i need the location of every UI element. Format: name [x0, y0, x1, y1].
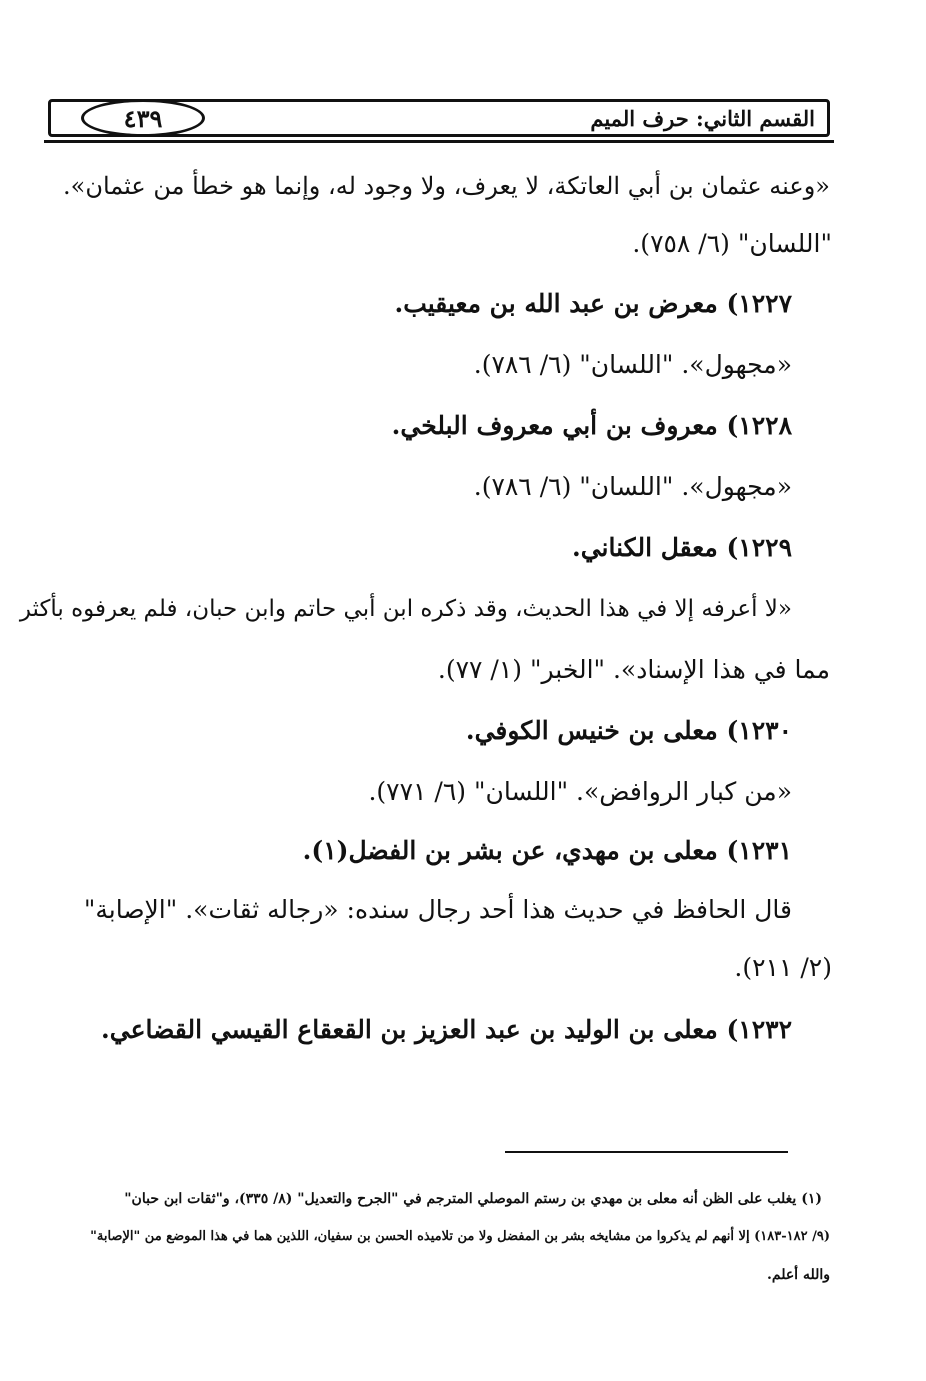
entry-1230-heading: ١٢٣٠) معلى بن خنيس الكوفي. [465, 716, 792, 745]
page-number: ٤٣٩ [81, 99, 205, 137]
entry-1229-heading: ١٢٢٩) معقل الكناني. [571, 533, 792, 562]
entry-1231-note-1: قال الحافظ في حديث هذا أحد رجال سنده: «رجاله ثقات». "الإصابة" [83, 895, 792, 924]
entry-1228-heading: ١٢٢٨) معروف بن أبي معروف البلخي. [391, 411, 792, 440]
entry-1232-heading: ١٢٣٢) معلى بن الوليد بن عبد العزيز بن القعقاع القيسي القضاعي. [101, 1015, 792, 1044]
entry-1227-heading: ١٢٢٧) معرض بن عبد الله بن معيقيب. [394, 289, 792, 318]
entry-1229-quote-1: «لا أعرفه إلا في هذا الحديث، وقد ذكره ابن أبي حاتم وابن حبان، فلم يعرفوه بأكثر [19, 596, 792, 622]
running-header [48, 99, 830, 137]
footnote-divider [505, 1151, 788, 1153]
entry-1230-verdict: «من كبار الروافض». "اللسان" (٦/ ٧٧١). [368, 777, 792, 806]
entry-1229-quote-2: مما في هذا الإسناد». "الخبر" (١/ ٧٧). [437, 655, 830, 684]
footnote-line-2: (٩/ ١٨٢-١٨٣) إلا أنهم لم يذكروا من مشايخه بشر بن المفضل ولا من تلاميذه الحسن بن سفيان، اللذين هما في هذا الموضع من "الإصابة" [90, 1229, 830, 1244]
footnote-line-3: والله أعلم. [767, 1267, 830, 1283]
footnote-line-1: (١) يغلب على الظن أنه معلى بن مهدي بن رستم الموصلي المترجم في "الجرح والتعديل" (٨/ ٣٣٥)، و"ثقات ابن حبان" [124, 1191, 822, 1207]
body-line-1: «وعنه عثمان بن أبي العاتكة، لا يعرف، ولا وجود له، وإنما هو خطأ من عثمان». [63, 172, 830, 200]
entry-1227-verdict: «مجهول». "اللسان" (٦/ ٧٨٦). [473, 350, 792, 379]
body-line-2: "اللسان" (٦/ ٧٥٨). [632, 229, 832, 258]
entry-1231-note-2: (٢/ ٢١١). [734, 953, 832, 982]
entry-1231-heading: ١٢٣١) معلى بن مهدي، عن بشر بن الفضل(١). [302, 836, 792, 865]
entry-1228-verdict: «مجهول». "اللسان" (٦/ ٧٨٦). [473, 472, 792, 501]
running-head-title: القسم الثاني: حرف الميم [590, 106, 815, 131]
